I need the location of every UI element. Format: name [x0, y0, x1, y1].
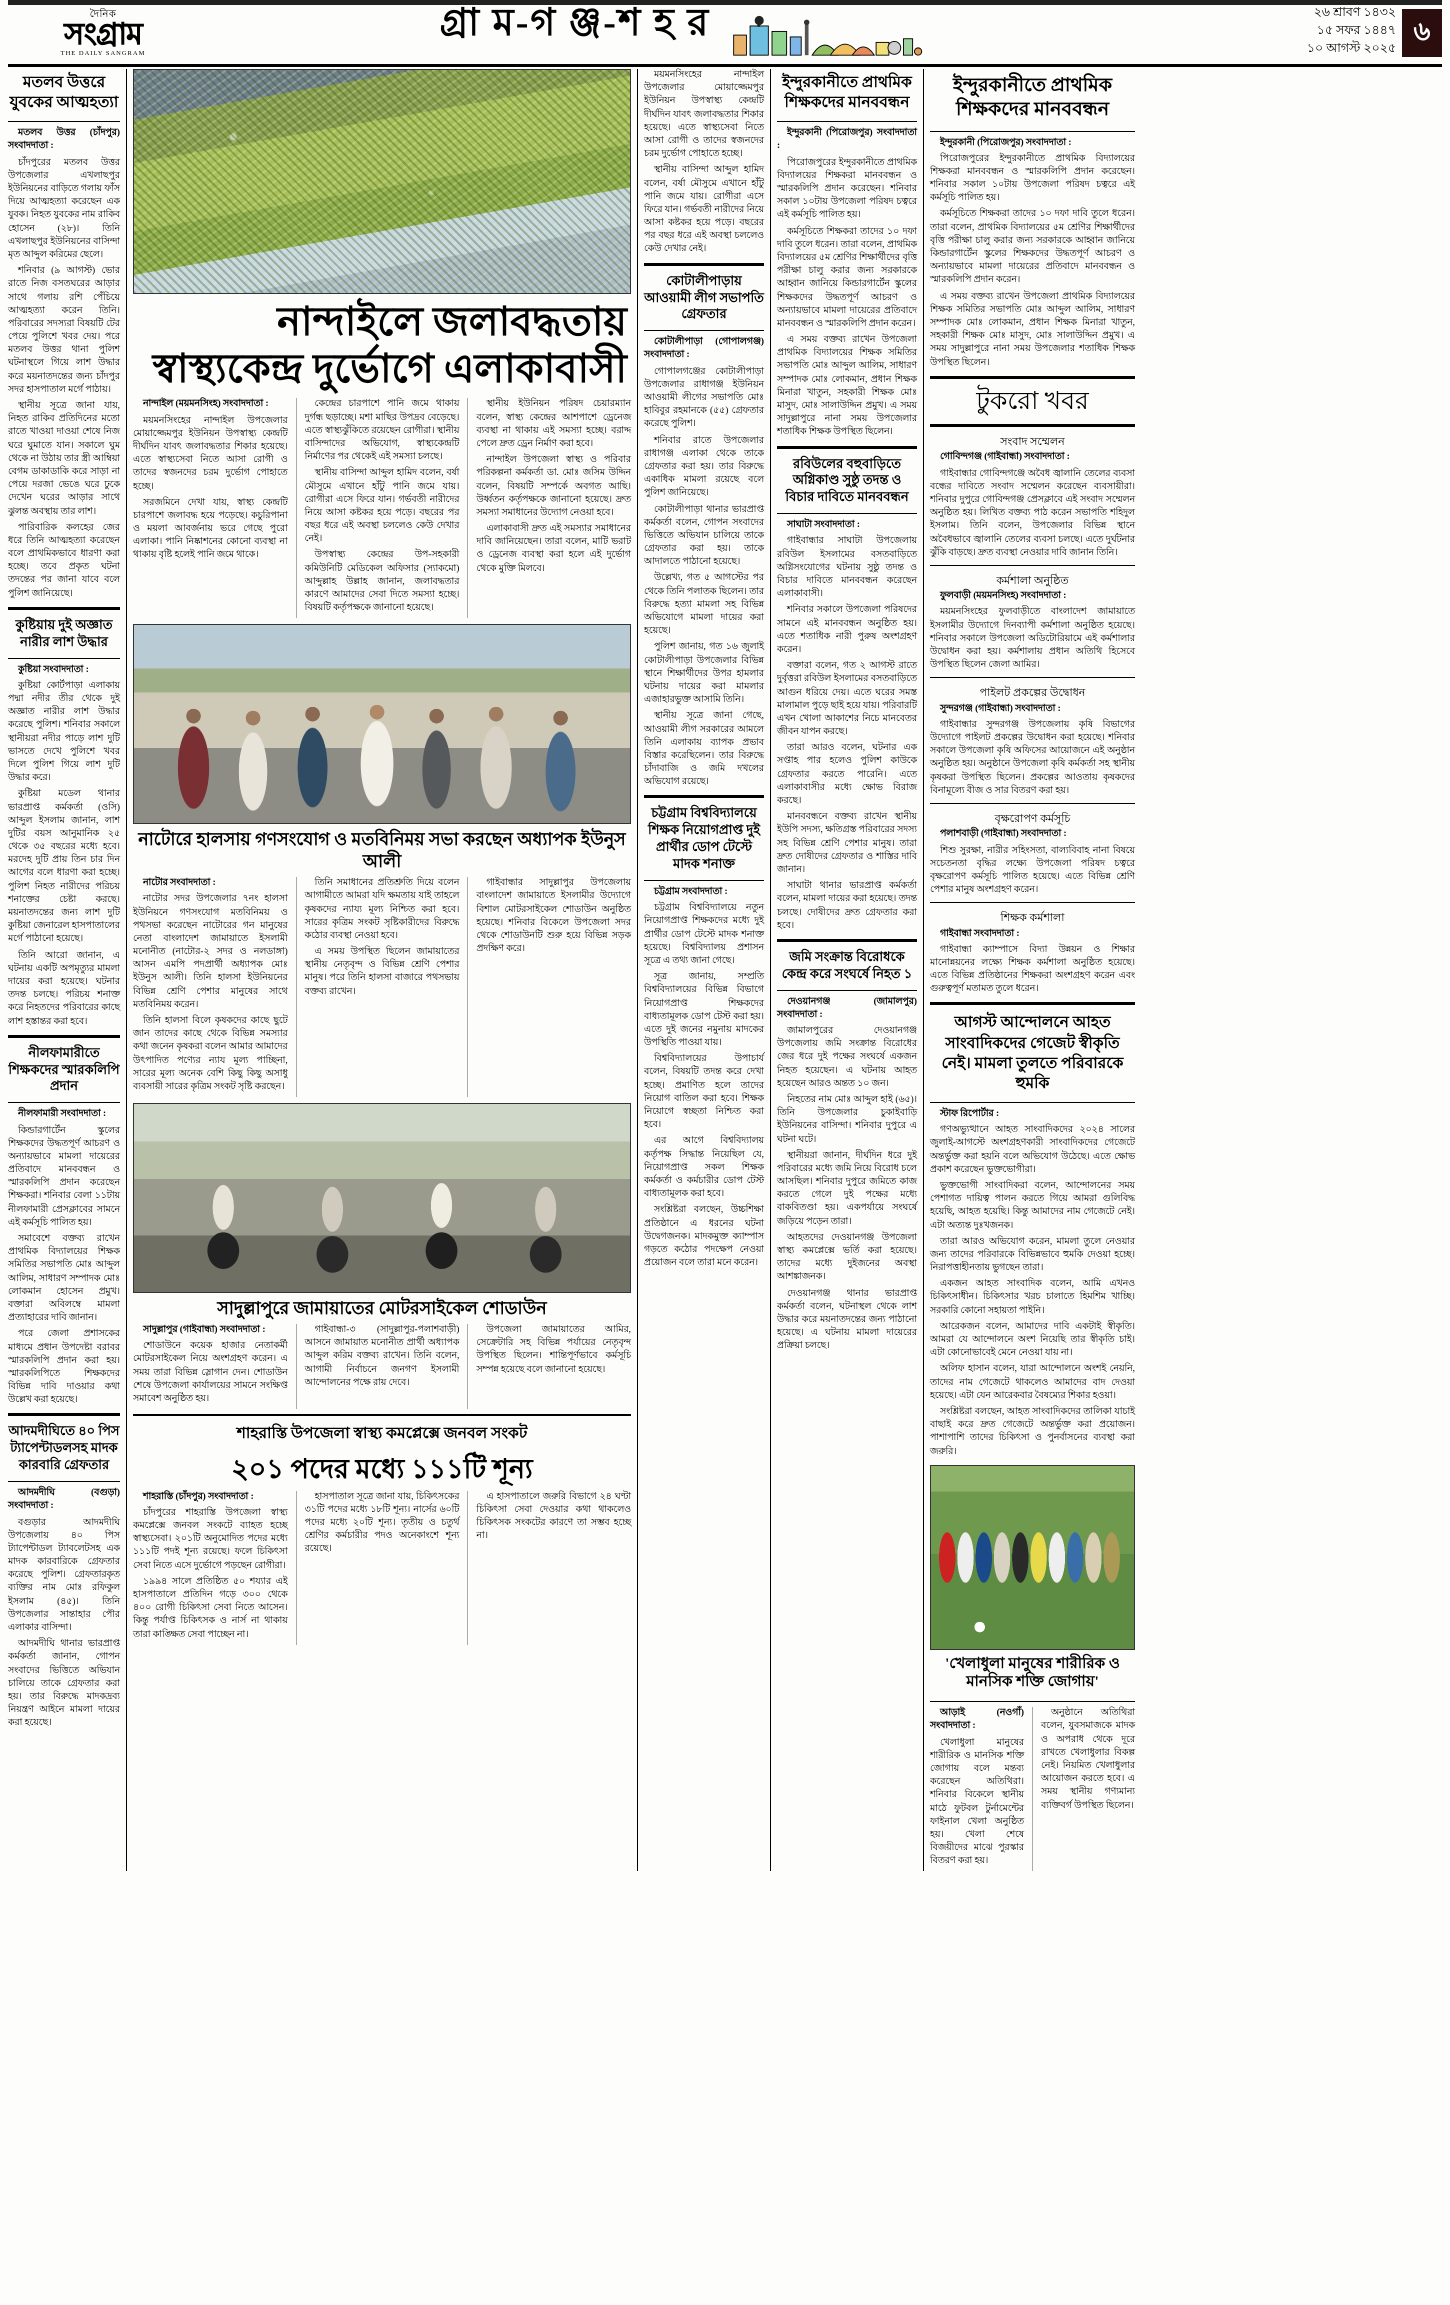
headline-land-dispute-death[interactable]: জমি সংক্রান্ত বিরোধকে কেন্দ্র করে সংঘর্ষে নিহত ১: [781, 948, 913, 981]
paragraph: পুলিশ জানায়, গত ১৬ জুলাই কোটালীপাড়া উপজেলার বিভিন্ন স্থানে শিক্ষার্থীদের উপর হামলার ঘটনায় দায়ের করা মামলার এজাহারভুক্ত আসামি তিনি।: [644, 642, 764, 706]
divider: [644, 880, 764, 881]
headline-fire-protest[interactable]: রবিউলের বহুবাড়িতে অগ্নিকাণ্ড সুষ্ঠু তদন্ত ও বিচার দাবিতে মানববন্ধন: [785, 455, 909, 505]
paragraph: ভুক্তভোগী সাংবাদিকরা বলেন, আন্দোলনের সময় পেশাগত দায়িত্ব পালন করতে গিয়ে আমরা গুলিবিদ্ধ হয়েছি, আহত হয়েছি। কিন্তু আমাদের নাম গেজেটে নেই। এটা অত্যন্ত দুঃখজনক।: [930, 1180, 1135, 1231]
paragraph: গাইবান্ধার সাঘাটা উপজেলায় রবিউল ইসলামের বসতবাড়িতে অগ্নিসংযোগের ঘটনায় সুষ্ঠু তদন্ত ও বিচার দাবিতে মানববন্ধন করেছেন এলাকাবাসী।: [777, 536, 917, 600]
dateline: ইন্দুরকানী (পিরোজপুর) সংবাদদাতা :: [940, 137, 1072, 148]
paragraph: উপজেলা জামায়াতের আমির, সেক্রেটারি সহ বিভিন্ন পর্যায়ের নেতৃবৃন্দ উপস্থিত ছিলেন। শান্তিপূর্ণভাবে কর্মসূচি সম্পন্ন হয়েছে বলে জানানো হয়েছে।: [476, 1325, 632, 1375]
paragraph: গোপালগঞ্জের কোটালীপাড়া উপজেলার রাধাগঞ্জ ইউনিয়ন আওয়ামী লীগের সভাপতি মোঃ হাবিবুর রহমানকে (৫৫) গ্রেফতার করেছে পুলিশ।: [644, 366, 764, 430]
dateline: চট্টগ্রাম সংবাদদাতা :: [654, 887, 728, 898]
paragraph: ১৯৯৪ সালে প্রতিষ্ঠিত ৫০ শয্যার এই হাসপাতালে প্রতিদিন গড়ে ৩০০ থেকে ৪০০ রোগী চিকিৎসা সেবা নিতে আসেন। কিন্তু পর্যাপ্ত চিকিৎসক ও নার্স না থাকায় তারা কাঙ্ক্ষিত সেবা পাচ্ছেন না।: [133, 1576, 288, 1640]
paragraph: একজন আহত সাংবাদিক বলেন, আমি এখনও চিকিৎসাধীন। চিকিৎসার খরচ চালাতে হিমশিম খাচ্ছি। সরকারি কোনো সহায়তা পাইনি।: [930, 1279, 1135, 1316]
paragraph: নিহতের নাম মোঃ আব্দুল হাই (৬৫)। তিনি উপজেলার চুকাইবাড়ি ইউনিয়নের বাসিন্দা। শনিবার দুপুরে এ ঘটনা ঘটে।: [777, 1094, 917, 1145]
dateline: কোটালীপাড়া (গোপালগঞ্জ) সংবাদদাতা :: [644, 337, 764, 361]
date-english: ১০ আগস্ট ২০২৫: [1306, 40, 1396, 55]
paragraph: চাঁদপুরের মতলব উত্তর উপজেলার এখলাছপুর ইউনিয়নের বাড়িতে গলায় ফাঁস দিয়ে আত্মহত্যা করেছেন এক যুবক। নিহত যুবকের নাম রাকিব হোসেন (২৮)। তিনি এখলাছপুর ইউনিয়নের বাসিন্দা মৃত আব্দুল করিমের ছেলে।: [8, 157, 120, 260]
paragraph: কেন্দ্রের চারপাশে পানি জমে থাকায় দুর্গন্ধ ছড়াচ্ছে। মশা মাছির উপদ্রব বেড়েছে। এতে স্বাস্থ্যঝুঁকিতে রয়েছেন রোগীরা। স্থানীয় বাসিন্দাদের অভিযোগ, স্বাস্থ্যকেন্দ্রটি নির্মাণের পর থেকেই এই সমস্যা চলছে।: [304, 399, 460, 463]
dateline: আদমদীঘি (বগুড়া) সংবাদদাতা :: [8, 1488, 120, 1512]
paragraph: স্থানীয় সূত্রে জানা যায়, নিহত রাকিব প্রতিদিনের মতো রাতে খাওয়া দাওয়া শেষে নিজ ঘরে ঘুমাতে যান। সকালে ঘুম থেকে না উঠায় তার স্ত্রী আম্বিয়া বেগম ডাকাডাকি করে সাড়া না পেয়ে দরজা ভেঙে ঘরে ঢুকে দেখেন ঘরের আড়ার সাথে ঝুলন্ত অবস্থায় তার লাশ।: [8, 401, 120, 517]
page-columns: [8, 69, 1442, 1871]
paragraph: সাঘাটা থানার ভারপ্রাপ্ত কর্মকর্তা বলেন, মামলা দায়ের করা হয়েছে। তদন্ত চলছে। দোষীদের দ্রুত গ্রেফতার করা হবে।: [777, 881, 917, 931]
dateline: সাদুল্লাপুর (গাইবান্ধা) সংবাদদাতা :: [143, 1325, 266, 1335]
photo-natore-gathering: [133, 624, 631, 824]
paragraph: শনিবার রাতে উপজেলার রাধাগঞ্জ এলাকা থেকে তাকে গ্রেফতার করা হয়। তার বিরুদ্ধে একাধিক মামলা রয়েছে বলে পুলিশ জানিয়েছে।: [644, 435, 764, 499]
paragraph: এর আগে বিশ্ববিদ্যালয় কর্তৃপক্ষ সিদ্ধান্ত নিয়েছিল যে, নিয়োগপ্রাপ্ত সকল শিক্ষক কর্মকর্তা ও কর্মচারীর ডোপ টেস্ট বাধ্যতামূলক করা হবে।: [644, 1136, 764, 1200]
dateline: ফুলবাড়ী (ময়মনসিংহ) সংবাদদাতা :: [940, 591, 1067, 602]
divider: [8, 658, 120, 659]
brief-head[interactable]: সংবাদ সম্মেলন: [1000, 436, 1065, 449]
headline-kotalipara-arrest[interactable]: কোটালীপাড়ায় আওয়ামী লীগ সভাপতি গ্রেফতার: [644, 272, 764, 322]
paragraph: হাসপাতাল সূত্রে জানা যায়, চিকিৎসকের ৩১টি পদের মধ্যে ১৮টি শূন্য। নার্সের ৬০টি পদের মধ্যে ২০টি শূন্য। তৃতীয় ও চতুর্থ শ্রেণির কর্মচারীর পদও অনেকাংশে শূন্য রয়েছে।: [304, 1491, 460, 1555]
dateline: শাহরাস্তি (চাঁদপুর) সংবাদদাতা :: [143, 1491, 254, 1502]
dateline: দেওয়ানগঞ্জ (জামালপুর) সংবাদদাতা :: [777, 996, 917, 1020]
dateline: মতলব উত্তর (চাঁদপুর) সংবাদদাতা :: [8, 128, 120, 152]
paragraph: এ সময় বক্তব্য রাখেন উপজেলা প্রাথমিক বিদ্যালয়ের শিক্ষক সমিতির সভাপতি মোঃ আব্দুল আলিম, সাধারণ সম্পাদক মোঃ লোকমান, প্রধান শিক্ষক মিনারা খাতুন, সহকারী শিক্ষক মোঃ মাসুদ, মোঃ সালাউদ্দিন প্রমুখ। এ সময় সাদুল্লাপুরে নানা সময় উপজেলার শতাধিক শিক্ষক উপস্থিত ছিলেন।: [930, 291, 1135, 368]
paragraph: গাইবান্ধার সাদুল্লাপুর উপজেলায় বাংলাদেশ জামায়াতে ইসলামীর উদ্যোগে বিশাল মোটরসাইকেল শোডাউন অনুষ্ঠিত হয়েছে। শনিবার বিকেলে উপজেলা সদর থেকে শোডাউনটি শুরু হয়ে বিভিন্ন সড়ক প্রদক্ষিণ করে।: [476, 878, 632, 955]
divider: [777, 446, 917, 449]
column-four: [777, 69, 917, 1871]
paragraph: কর্মসূচিতে শিক্ষকরা তাদের ১০ দফা দাবি তুলে ধরেন। তারা বলেন, প্রাথমিক বিদ্যালয়ের ৫ম শ্রেণির শিক্ষার্থীদের বৃত্তি পরীক্ষা চালু করার জন্য সরকারকে আহ্বান জানিয়ে কিন্ডারগার্টেন স্কুলের শিক্ষকদের উদ্ধতপূর্ণ আচরণ ও অন্যায়ভাবে মামলা দায়েরের প্রতিবাদে মানববন্ধন ও স্মারকলিপি প্রদান করেন।: [777, 226, 917, 329]
paragraph: কুষ্টিয়া কোর্টপাড়া এলাকায় পদ্মা নদীর তীর থেকে দুই অজ্ঞাত নারীর লাশ উদ্ধার করেছে পুলিশ। শনিবার সকালে স্থানীয়রা নদীর পাড়ে লাশ দুটি ভাসতে দেখে পুলিশে খবর দিলে পুলিশ গিয়ে লাশ দুটি উদ্ধার করে।: [8, 680, 120, 784]
headline-education-quality-meeting[interactable]: ইন্দুরকানীতে প্রাথমিক শিক্ষকদের মানববন্ধন: [782, 74, 912, 112]
dateline: পলাশবাড়ী (গাইবান্ধা) সংবাদদাতা :: [940, 829, 1067, 840]
column-right: [930, 69, 1135, 1871]
headline-adamdighi-drug-arrest[interactable]: আদমদীঘিতে ৪০ পিস ট্যাপেন্টাডলসহ মাদক কারবারি গ্রেফতার: [8, 1423, 120, 1473]
paragraph: গণঅভ্যুত্থানে আহত সাংবাদিকদের ২০২৪ সালের জুলাই-আগস্টে অংশগ্রহণকারী সাংবাদিকদের গেজেটে অন্তর্ভুক্ত করা হয়নি বলে অভিযোগ উঠেছে। এতে ক্ষোভ প্রকাশ করেছেন ভুক্তভোগীরা।: [930, 1125, 1135, 1175]
paragraph: শনিবার (৯ আগস্ট) ভোর রাতে নিজ বসতঘরের আড়ার সাথে গলায় রশি পেঁচিয়ে আত্মহত্যা করেন তিনি। পরিবারের সদস্যরা বিষয়টি টের পেয়ে পুলিশে খবর দেয়। পরে মতলব উত্তর থানা পুলিশ ঘটনাস্থলে গিয়ে লাশ উদ্ধার করে ময়নাতদন্তের জন্য চাঁদপুর সদর হাসপাতাল মর্গে পাঠায়।: [8, 266, 120, 395]
paragraph: পারিবারিক কলহের জের ধরে তিনি আত্মহত্যা করেছেন বলে প্রাথমিকভাবে ধারণা করা হচ্ছে। তবে প্রকৃত ঘটনা তদন্তের পর জানা যাবে বলে পুলিশ জানিয়েছে।: [8, 522, 120, 599]
dateline: স্টাফ রিপোর্টার :: [940, 1109, 1000, 1120]
brief-item: [930, 809, 1135, 897]
date-bangla: ২৬ শ্রাবণ ১৪৩২: [1313, 4, 1396, 19]
masthead: [8, 2, 1442, 67]
column-divider: [637, 69, 638, 1871]
dateline: সাঘাটা সংবাদদাতা :: [787, 520, 860, 531]
paragraph: চাঁদপুরের শাহরাস্তি উপজেলা স্বাস্থ্য কমপ্লেক্সে জনবল সংকটে ব্যাহত হচ্ছে স্বাস্থ্যসেবা। ২০১টি অনুমোদিত পদের মধ্যে ১১১টি পদই শূন্য রয়েছে। ফলে চিকিৎসা সেবা নিতে এসে দুর্ভোগে পড়ছেন রোগীরা।: [133, 1507, 288, 1571]
column-left: [8, 69, 120, 1871]
column-divider: [770, 69, 771, 1871]
brief-head[interactable]: শিক্ষক কর্মশালা: [1000, 912, 1065, 925]
dateline: নীলফামারী সংবাদদাতা :: [18, 1109, 107, 1120]
headline-kushtia-bodies[interactable]: কুষ্টিয়ায় দুই অজ্ঞাত নারীর লাশ উদ্ধার: [15, 616, 113, 649]
paragraph: কর্মসূচিতে শিক্ষকরা তাদের ১০ দফা দাবি তুলে ধরেন। তারা বলেন, প্রাথমিক বিদ্যালয়ের ৫ম শ্রেণির শিক্ষার্থীদের বৃত্তি পরীক্ষা চালু করার জন্য সরকারকে আহ্বান জানিয়ে কিন্ডারগার্টেন স্কুলের শিক্ষকদের উদ্ধতপূর্ণ আচরণ ও অন্যায়ভাবে মামলা দায়েরের প্রতিবাদে মানববন্ধন ও স্মারকলিপি প্রদান করেন।: [930, 209, 1135, 286]
paragraph: এ সময় বক্তব্য রাখেন উপজেলা প্রাথমিক বিদ্যালয়ের শিক্ষক সমিতির সভাপতি মোঃ আব্দুল আলিম, সাধারণ সম্পাদক মোঃ লোকমান, প্রধান শিক্ষক মিনারা খাতুন, সহকারী শিক্ষক মোঃ মাসুদ, মোঃ সালাউদ্দিন প্রমুখ। এ সময় সাদুল্লাপুরে নানা সময় উপজেলার শতাধিক শিক্ষক উপস্থিত ছিলেন।: [777, 335, 917, 438]
divider: [930, 677, 1135, 678]
divider: [8, 1481, 120, 1482]
divider: [8, 121, 120, 122]
brief-head[interactable]: কর্মশালা অনুষ্ঠিত: [996, 574, 1069, 587]
paragraph: এ সময় উপস্থিত ছিলেন জামায়াতের স্থানীয় নেতৃবৃন্দ ও বিভিন্ন শ্রেণি পেশার মানুষ। পরে তিনি হালসা বাজারে পথসভায় বক্তব্য রাখেন।: [304, 947, 460, 997]
date-hijri: ১৫ সফর ১৪৪৭: [1316, 22, 1396, 37]
divider: [930, 565, 1135, 566]
headline-cu-dope-test[interactable]: চট্টগ্রাম বিশ্ববিদ্যালয়ে শিক্ষক নিয়োগপ্রাপ্ত দুই প্রার্থীর ডোপ টেস্টে মাদক শনাক্ত: [648, 805, 760, 872]
photo-motorcycle-showdown: [133, 1103, 631, 1293]
divider: [644, 330, 764, 331]
paragraph: পিরোজপুরের ইন্দুরকানীতে প্রাথমিক বিদ্যালয়ের শিক্ষকরা মানববন্ধন ও স্মারকলিপি প্রদান করেছেন। শনিবার সকাল ১০টায় উপজেলা পরিষদ চত্বরে এই কর্মসূচি পালিত হয়।: [930, 153, 1135, 204]
brief-item: [930, 571, 1135, 672]
paragraph: বিশ্ববিদ্যালয়ের উপাচার্য বলেন, বিষয়টি তদন্ত করে দেখা হচ্ছে। প্রমাণিত হলে তাদের নিয়োগ বাতিল করা হবে। শিক্ষক নিয়োগে স্বচ্ছতা নিশ্চিত করা হবে।: [644, 1054, 764, 1131]
headline-journalists-gazette[interactable]: আগস্ট আন্দোলনে আহত সাংবাদিকদের গেজেট স্বীকৃতি নেই। মামলা তুলতে পরিবারকে হুমকি: [941, 1014, 1124, 1092]
dateline: গোবিন্দগঞ্জ (গাইবান্ধা) সংবাদদাতা :: [940, 452, 1070, 463]
column-three: [644, 69, 764, 1871]
paragraph: নাটোর সদর উপজেলার ৭নং হালসা ইউনিয়নে গণসংযোগ মতবিনিময় ও পথসভা করেছেন নাটোরের গন মানুষের নেতা বাংলাদেশ জামায়াতে ইসলামী মনোনীত (নাটোর-২ সদর ও নলডাঙ্গা) আসন এমপি পদপ্রার্থী অধ্যাপক মোঃ ইউনুস আলী। তিনি হালসা ইউনিয়নের বিভিন্ন শ্রেণি পেশার মানুষের সাথে মতবিনিময় করেন।: [133, 894, 288, 1010]
paragraph: চট্টগ্রাম বিশ্ববিদ্যালয়ে নতুন নিয়োগপ্রাপ্ত শিক্ষকদের মধ্যে দুই প্রার্থীর ডোপ টেস্টে মাদক শনাক্ত হয়েছে। বিশ্ববিদ্যালয় প্রশাসন সূত্রে এ তথ্য জানা গেছে।: [644, 903, 764, 966]
masthead-date-block: [1192, 0, 1442, 57]
paragraph: মানববন্ধনে বক্তব্য রাখেন স্থানীয় ইউপি সদস্য, ক্ষতিগ্রস্ত পরিবারের সদস্য সহ বিভিন্ন শ্রেণি পেশার মানুষ। তারা দ্রুত দোষীদের গ্রেফতার ও শাস্তির দাবি জানান।: [777, 812, 917, 875]
caption-sports-quote: 'খেলাধুলা মানুষের শারীরিক ও মানসিক শক্তি জোগায়': [945, 1655, 1120, 1691]
paragraph: ময়মনসিংহের নান্দাইল উপজেলার মোয়াজ্জেমপুর ইউনিয়ন উপস্বাস্থ্য কেন্দ্রটি দীর্ঘদিন যাবৎ জলাবদ্ধতার শিকার হয়েছে। এতে স্বাস্থ্যসেবা নিতে আসা রোগী ও তাদের স্বজনদের চরম দুর্ভোগ পোহাতে হচ্ছে।: [644, 70, 764, 160]
paragraph: আহতদের দেওয়ানগঞ্জ উপজেলা স্বাস্থ্য কমপ্লেক্সে ভর্তি করা হয়েছে। তাদের মধ্যে দুইজনের অবস্থা আশঙ্কাজনক।: [777, 1232, 917, 1283]
page-number-badge: ৬: [1402, 9, 1442, 57]
paragraph: শোডাউনে কয়েক হাজার নেতাকর্মী মোটরসাইকেল নিয়ে অংশগ্রহণ করেন। এ সময় তারা বিভিন্ন স্লোগান দেন। শোডাউন শেষে উপজেলা কার্যালয়ের সামনে সংক্ষিপ্ত সমাবেশ অনুষ্ঠিত হয়।: [133, 1341, 288, 1404]
paragraph: গাইবান্ধার সুন্দরগঞ্জ উপজেলায় কৃষি বিভাগের উদ্যোগে পাইলট প্রকল্পের উদ্বোধন করা হয়েছে। শনিবার সকালে উপজেলা কৃষি অফিসের আয়োজনে এই অনুষ্ঠান অনুষ্ঠিত হয়। অনুষ্ঠানে উপজেলা কৃষি কর্মকর্তা সহ স্থানীয় কৃষকরা উপস্থিত ছিলেন। প্রকল্পের আওতায় কৃষকদের বিনামূল্যে বীজ ও সার বিতরণ করা হয়।: [930, 719, 1135, 796]
brief-head[interactable]: বৃক্ষরোপণ কর্মসূচি: [994, 813, 1071, 826]
section-header-tukro-khobor: টুকরো খবর: [930, 376, 1135, 428]
paragraph: সংশ্লিষ্টরা বলছেন, উচ্চশিক্ষা প্রতিষ্ঠানে এ ধরনের ঘটনা উদ্বেগজনক। মাদকমুক্ত ক্যাম্পাস গড়তে কঠোর পদক্ষেপ নেওয়া প্রয়োজন বলে তারা মনে করেন।: [644, 1205, 764, 1269]
logo-english: THE DAILY SANGRAM: [60, 49, 146, 57]
photo-waterlogged-health-center: [133, 69, 631, 294]
divider: [8, 1413, 120, 1416]
caption-motorcycle-showdown: সাদুল্লাপুরে জামায়াতের মোটরসাইকেল শোডাউন: [217, 1298, 547, 1319]
headline-indurkani-teachers[interactable]: ইন্দুরকানীতে প্রাথমিক শিক্ষকদের মানববন্ধন: [952, 75, 1113, 120]
caption-natore-gathering: নাটোরে হালসায় গণসংযোগ ও মতবিনিময় সভা করছেন অধ্যাপক ইউনুস আলী: [138, 829, 626, 872]
paragraph: অলিফ হাসান বলেন, যারা আন্দোলনে অংশই নেয়নি, তাদের নাম গেজেটে থাকলেও আমাদের বাদ দেওয়া হয়েছে। এটা যেন আরেকবার বৈষম্যের শিকার হওয়া।: [930, 1364, 1135, 1401]
paragraph: স্থানীয় বাসিন্দা আব্দুল হামিদ বলেন, বর্ষা মৌসুমে এখানে হাঁটু পানি জমে যায়। রোগীরা এসে ফিরে যান। গর্ভবতী নারীদের নিয়ে আসা কষ্টকর হয়ে পড়ে। বছরের পর বছর ধরে এই অবস্থা চললেও কেউ দেখার নেই।: [644, 165, 764, 255]
paragraph: সূত্র জানায়, সম্প্রতি বিশ্ববিদ্যালয়ের বিভিন্ন বিভাগে নিয়োগপ্রাপ্ত শিক্ষকদের বাধ্যতামূলক ডোপ টেস্ট করা হয়। এতে দুই জনের নমুনায় মাদকের উপস্থিতি পাওয়া যায়।: [644, 972, 764, 1049]
paragraph: স্থানীয়রা জানান, দীর্ঘদিন ধরে দুই পরিবারের মধ্যে জমি নিয়ে বিরোধ চলে আসছিল। শনিবার দুপুরে জমিতে কাজ করতে গেলে দুই পক্ষের মধ্যে বাকবিতণ্ডা হয়। একপর্যায়ে সংঘর্ষে জড়িয়ে পড়েন তারা।: [777, 1150, 917, 1227]
paragraph: শনিবার সকালে উপজেলা পরিষদের সামনে এই মানববন্ধন অনুষ্ঠিত হয়। এতে শতাধিক নারী পুরুষ অংশগ্রহণ করেন।: [777, 605, 917, 655]
paragraph: স্থানীয় সূত্রে জানা গেছে, আওয়ামী লীগ সরকারের আমলে তিনি এলাকায় ব্যাপক প্রভাব বিস্তার করেছিলেন। তার বিরুদ্ধে চাঁদাবাজি ও জমি দখলের অভিযোগ রয়েছে।: [644, 711, 764, 788]
paragraph: খেলাধুলা মানুষের শারীরিক ও মানসিক শক্তি জোগায় বলে মন্তব্য করেছেন অতিথিরা। শনিবার বিকেলে স্থানীয় মাঠে ফুটবল টুর্নামেন্টের ফাইনাল খেলা অনুষ্ঠিত হয়। খেলা শেষে বিজয়ীদের মাঝে পুরস্কার বিতরণ করা হয়।: [930, 1737, 1024, 1867]
brief-item: [930, 683, 1135, 798]
paragraph: দেওয়ানগঞ্জ থানার ভারপ্রাপ্ত কর্মকর্তা বলেন, ঘটনাস্থল থেকে লাশ উদ্ধার করে ময়নাতদন্তের জন্য পাঠানো হয়েছে। এ ঘটনায় মামলা দায়েরের প্রক্রিয়া চলছে।: [777, 1288, 917, 1352]
dateline: নান্দাইল (ময়মনসিংহ) সংবাদদাতা :: [143, 399, 269, 410]
masthead-title-area: [198, 0, 1192, 57]
paragraph: অনুষ্ঠানে অতিথিরা বলেন, যুবসমাজকে মাদক ও অপরাধ থেকে দূরে রাখতে খেলাধুলার বিকল্প নেই। নিয়মিত খেলাধুলার আয়োজন করতে হবে। এ সময় স্থানীয় গণ্যমান্য ব্যক্তিবর্গ উপস্থিত ছিলেন।: [1041, 1708, 1135, 1811]
column-divider: [126, 69, 127, 1871]
divider: [930, 1102, 1135, 1103]
paragraph: বক্তারা বলেন, গত ২ আগস্ট রাতে দুর্বৃত্তরা রবিউল ইসলামের বসতবাড়িতে আগুন ধরিয়ে দেয়। এতে ঘরের সমস্ত মালামাল পুড়ে ছাই হয়ে যায়। পরিবারটি এখন খোলা আকাশের নিচে মানবেতর জীবন যাপন করছে।: [777, 661, 917, 738]
divider: [8, 1102, 120, 1103]
paragraph: তিনি আরো জানান, এ ঘটনায় একটি অপমৃত্যুর মামলা দায়ের করা হয়েছে। ঘটনার তদন্ত চলছে। পরিচয় শনাক্ত করে নিহতদের পরিবারের কাছে লাশ হস্তান্তর করা হবে।: [8, 950, 120, 1027]
paragraph: পিরোজপুরের ইন্দুরকানীতে প্রাথমিক বিদ্যালয়ের শিক্ষকরা মানববন্ধন ও স্মারকলিপি প্রদান করেছেন। শনিবার সকাল ১০টায় উপজেলা পরিষদ চত্বরে এই কর্মসূচি পালিত হয়।: [777, 157, 917, 221]
divider: [777, 121, 917, 122]
photo-football-prize: [930, 1465, 1135, 1650]
divider: [8, 1035, 120, 1038]
divider: [930, 1002, 1135, 1005]
headline-shahrasti-staff-shortage[interactable]: শাহরাস্তি উপজেলা স্বাস্থ্য কমপ্লেক্সে জনবল সংকট: [236, 1425, 528, 1443]
paragraph: সরজমিনে দেখা যায়, স্বাস্থ্য কেন্দ্রটি চারপাশে জলাবদ্ধ হয়ে পড়েছে। কচুরিপানা ও ময়লা আবর্জনায় ভরে গেছে পুরো এলাকা। পানি নিষ্কাশনের কোনো ব্যবস্থা না থাকায় বৃষ্টি হলেই পানি জমে থাকে।: [133, 497, 288, 561]
brief-head[interactable]: পাইলট প্রকল্পের উদ্বোধন: [979, 687, 1086, 700]
headline-nilphamari-memorandum[interactable]: নীলফামারীতে শিক্ষকদের স্মারকলিপি প্রদান: [8, 1044, 120, 1094]
paragraph: ময়মনসিংহের নান্দাইল উপজেলার মোয়াজ্জেমপুর ইউনিয়ন উপস্বাস্থ্য কেন্দ্রটি দীর্ঘদিন যাবৎ জলাবদ্ধতার শিকার হয়েছে। এতে স্বাস্থ্যসেবা নিতে আসা রোগী ও তাদের স্বজনদের চরম দুর্ভোগ পোহাতে হচ্ছে।: [133, 415, 288, 492]
divider: [8, 607, 120, 610]
headline-shahrasti-vacancy[interactable]: ২০১ পদের মধ্যে ১১১টি শূন্য: [231, 1454, 533, 1485]
paragraph: উপস্বাস্থ্য কেন্দ্রের উপ-সহকারী কমিউনিটি মেডিকেল অফিসার (স্যাকমো) আব্দুল্লাহ উল্লাহ জানান, জলাবদ্ধতার কারণে আমাদের সেবা দিতে সমস্যা হচ্ছে। বিষয়টি কর্তৃপক্ষকে জানানো হয়েছে।: [304, 550, 460, 614]
dateline: আড়াই (নওগাঁ) সংবাদদাতা :: [930, 1708, 1024, 1732]
paragraph: স্থানীয় ইউনিয়ন পরিষদ চেয়ারম্যান বলেন, স্বাস্থ্য কেন্দ্রের আশপাশে ড্রেনেজ ব্যবস্থা না থাকায় এই সমস্যা হচ্ছে। বরাদ্দ পেলে দ্রুত ড্রেন নির্মাণ করা হবে।: [476, 399, 632, 449]
paragraph: উল্লেখ্য, গত ৫ আগস্টের পর থেকে তিনি পলাতক ছিলেন। তার বিরুদ্ধে হত্যা মামলা সহ বিভিন্ন অভিযোগে মামলা দায়ের করা হয়েছে।: [644, 573, 764, 637]
lead-headline[interactable]: নান্দাইলে জলাবদ্ধতায় স্বাস্থ্যকেন্দ্র দুর্ভোগে এলাকাবাসী: [152, 299, 627, 392]
logo-title: সংগ্রাম: [64, 17, 142, 51]
divider: [644, 263, 764, 266]
divider: [930, 902, 1135, 903]
paragraph: সংশ্লিষ্টরা বলছেন, আহত সাংবাদিকদের তালিকা যাচাই বাছাই করে দ্রুত গেজেটে অন্তর্ভুক্ত করা প্রয়োজন। পাশাপাশি তাদের চিকিৎসা ও পুনর্বাসনের ব্যবস্থা করা জরুরি।: [930, 1406, 1135, 1457]
paragraph: গাইবান্ধা-৩ (সাদুল্লাপুর-পলাশবাড়ী) আসনে জামায়াত মনোনীত প্রার্থী অধ্যাপক আব্দুল করিম বক্তব্য রাখেন। তিনি বলেন, আগামী নির্বাচনে জনগণ ইসলামী আন্দোলনের পক্ষে রায় দেবে।: [304, 1325, 460, 1388]
paragraph: জামালপুরের দেওয়ানগঞ্জ উপজেলায় জমি সংক্রান্ত বিরোধের জের ধরে দুই পক্ষের সংঘর্ষে একজন নিহত হয়েছেন। এ ঘটনায় আহত হয়েছেন আরও অন্তত ১০ জন।: [777, 1026, 917, 1089]
paragraph: পরে জেলা প্রশাসকের মাধ্যমে প্রধান উপদেষ্টা বরাবর স্মারকলিপি প্রদান করা হয়। স্মারকলিপিতে শিক্ষকদের বিভিন্ন দাবি দাওয়ার কথা উল্লেখ করা হয়েছে।: [8, 1329, 120, 1406]
dateline: কুষ্টিয়া সংবাদদাতা :: [18, 664, 89, 675]
divider: [777, 990, 917, 991]
paragraph: এলাকাবাসী দ্রুত এই সমস্যার সমাধানের দাবি জানিয়েছেন। তারা বলেন, মাটি ভরাট ও ড্রেনেজ ব্যবস্থা করা হলে এই দুর্ভোগ থেকে মুক্তি মিলবে।: [476, 524, 632, 574]
divider: [930, 1701, 1135, 1702]
divider: [644, 795, 764, 798]
paragraph: শিশু সুরক্ষা, নারীর সহিংসতা, বাল্যবিবাহ নানা বিষয়ে সচেতনতা বৃদ্ধির লক্ষ্যে উপজেলা পরিষদ চত্বরে বৃক্ষরোপণ কর্মসূচি পালিত হয়েছে। এতে বিভিন্ন শ্রেণি পেশার মানুষ অংশগ্রহণ করেন।: [930, 845, 1135, 896]
divider: [930, 803, 1135, 804]
logo-kicker: দৈনিক: [89, 8, 117, 20]
paragraph: তারা আরও বলেন, ঘটনার এক সপ্তাহ পার হলেও পুলিশ কাউকে গ্রেফতার করতে পারেনি। এতে এলাকাবাসীর মধ্যে ক্ষোভ বিরাজ করছে।: [777, 743, 917, 807]
paragraph: তিনি হালসা বিলে কৃষকদের কাছে ছুটে জান তাদের কাছে থেকে বিভিন্ন সমস্যার কথা জনেন কৃষকরা বলেন আমার আমাদের উৎপাদিত পণ্যের ন্যায মূল্য পাচ্ছিনা, সারের মূল্য অনেক বেশি কিছু কিছু অসাধু ব্যবসায়ী সারের কৃত্রিম সংকট সৃষ্টি করছেন।: [133, 1016, 288, 1092]
paragraph: নান্দাইল উপজেলা স্বাস্থ্য ও পরিবার পরিকল্পনা কর্মকর্তা ডা. মোঃ জসিম উদ্দিন বলেন, বিষয়টি সম্পর্কে অবগত আছি। উর্ধ্বতন কর্তৃপক্ষকে জানানো হয়েছে। দ্রুত সমস্যা সমাধানের উদ্যোগ নেওয়া হবে।: [476, 455, 632, 518]
paragraph: কোটালীপাড়া থানার ভারপ্রাপ্ত কর্মকর্তা বলেন, গোপন সংবাদের ভিত্তিতে অভিযান চালিয়ে তাকে গ্রেফতার করা হয়। তাকে আদালতে পাঠানো হয়েছে।: [644, 504, 764, 568]
paragraph: আরেকজন বলেন, আমাদের দাবি একটাই স্বীকৃতি। আমরা যে আন্দোলনে অংশ নিয়েছি তার স্বীকৃতি চাই। এটা কোনোভাবেই মেনে নেওয়া যায় না।: [930, 1321, 1135, 1359]
dateline: সুন্দরগঞ্জ (গাইবান্ধা) সংবাদদাতা :: [940, 703, 1061, 714]
paragraph: এ হাসপাতালে জরুরি বিভাগে ২৪ ঘণ্টা চিকিৎসা সেবা দেওয়ার কথা থাকলেও চিকিৎসক সংকটের কারণে তা সম্ভব হচ্ছে না।: [476, 1491, 632, 1542]
dateline: গাইবান্ধা সংবাদদাতা :: [940, 928, 1020, 939]
newspaper-logo[interactable]: [8, 10, 198, 58]
paragraph: গাইবান্ধার গোবিন্দগঞ্জে অবৈধ জ্বালানি তেলের ব্যবসা বন্ধের দাবিতে সংবাদ সম্মেলন করেছেন ব্যবসায়ীরা। শনিবার দুপুরে গোবিন্দগঞ্জ প্রেসক্লাবে এই সংবাদ সম্মেলন অনুষ্ঠিত হয়। লিখিত বক্তব্য পাঠ করেন সভাপতি শহিদুল ইসলাম। তিনি বলেন, উপজেলার বিভিন্ন স্থানে অবৈধভাবে জ্বালানি তেলের ব্যবসা চলছে। এতে দুর্ঘটনার ঝুঁকি বাড়ছে। দ্রুত ব্যবস্থা নেওয়ার দাবি জানান তিনি।: [930, 468, 1135, 558]
paragraph: বগুড়ার আদমদীঘি উপজেলায় ৪০ পিস ট্যাপেন্টাডল ট্যাবলেটসহ এক মাদক কারবারিকে গ্রেফতার করেছে পুলিশ। গ্রেফতারকৃত ব্যক্তির নাম মোঃ রফিকুল ইসলাম (৪৫)। তিনি উপজেলার সান্তাহার পৌর এলাকার বাসিন্দা।: [8, 1517, 120, 1634]
divider: [777, 939, 917, 942]
paragraph: তিনি সমাধানের প্রতিশ্রুতি দিয়ে বলেন আগামীতে আমরা যদি ক্ষমতায় যাই তাহলে কৃষকদের ন্যায্য মূল্য নিশ্চিত করা হবে। সারের কৃত্রিম সংকট সৃষ্টিকারীদের বিরুদ্ধে কঠোর ব্যবস্থা নেওয়া হবে।: [304, 878, 460, 941]
section-title: গ্রা ম-গ ঞ্জ-শ হ র: [439, 2, 711, 44]
brief-item: [930, 432, 1135, 560]
divider: [133, 1414, 631, 1416]
paragraph: সমাবেশে বক্তব্য রাখেন প্রাথমিক বিদ্যালয়ের শিক্ষক সমিতির সভাপতি মোঃ আব্দুল আলিম, সাধারণ সম্পাদক মোঃ লোকমান হোসেন প্রমুখ। বক্তারা অবিলম্বে মামলা প্রত্যাহারের দাবি জানান।: [8, 1234, 120, 1324]
divider: [777, 513, 917, 514]
paragraph: গাইবান্ধা ক্যাম্পাসে বিদ্যা উন্নয়ন ও শিক্ষার মানোন্নয়নের লক্ষ্যে শিক্ষক কর্মশালা অনুষ্ঠিত হয়েছে। এতে বিভিন্ন প্রতিষ্ঠানের শিক্ষকরা অংশগ্রহণ করেন এবং গুরুত্বপূর্ণ মতামত তুলে ধরেন।: [930, 944, 1135, 995]
column-lead: [133, 69, 631, 1871]
brief-item: [930, 908, 1135, 996]
paragraph: আদমদীঘি থানার ভারপ্রাপ্ত কর্মকর্তা জানান, গোপন সংবাদের ভিত্তিতে অভিযান চালিয়ে তাকে গ্রেফতার করা হয়। তার বিরুদ্ধে মাদকদ্রব্য নিয়ন্ত্রণ আইনে মামলা দায়ের করা হয়েছে।: [8, 1639, 120, 1729]
paragraph: স্থানীয় বাসিন্দা আব্দুল হামিদ বলেন, বর্ষা মৌসুমে এখানে হাঁটু পানি জমে যায়। রোগীরা এসে ফিরে যান। গর্ভবতী নারীদের নিয়ে আসা কষ্টকর হয়ে পড়ে। বছরের পর বছর ধরে এই অবস্থা চললেও কেউ দেখার নেই।: [304, 468, 460, 545]
dateline: ইন্দুরকানী (পিরোজপুর) সংবাদদাতা :: [777, 128, 917, 152]
divider: [930, 131, 1135, 132]
dateline: নাটোর সংবাদদাতা :: [143, 878, 216, 889]
paragraph: তারা আরও অভিযোগ করেন, মামলা তুলে নেওয়ার জন্য তাদের পরিবারকে বিভিন্নভাবে হুমকি দেওয়া হচ্ছে। নিরাপত্তাহীনতায় ভুগছেন তারা।: [930, 1236, 1135, 1274]
skyline-illustration: [720, 15, 950, 57]
column-divider: [923, 69, 924, 1871]
paragraph: কুষ্টিয়া মডেল থানার ভারপ্রাপ্ত কর্মকর্তা (ওসি) আব্দুল ইসলাম জানান, লাশ দুটির বয়স আনুমানিক ২৫ থেকে ৩৫ বছরের মধ্যে হবে। মরদেহ দুটি প্রায় তিন চার দিন আগের বলে ধারণা করা হচ্ছে। পুলিশ নিহত নারীদের পরিচয় শনাক্তের চেষ্টা করছে। ময়নাতদন্তের জন্য লাশ দুটি কুষ্টিয়া জেনারেল হাসপাতালের মর্গে পাঠানো হয়েছে।: [8, 789, 120, 945]
paragraph: কিন্ডারগার্টেন স্কুলের শিক্ষকদের উদ্ধতপূর্ণ আচরণ ও অন্যায়ভাবে মামলা দায়েরের প্রতিবাদে মানববন্ধন ও স্মারকলিপি প্রদান করেছেন শিক্ষকরা। শনিবার বেলা ১১টায় নীলফামারী প্রেসক্লাবের সামনে এই কর্মসূচি পালিত হয়।: [8, 1125, 120, 1228]
paragraph: ময়মনসিংহের ফুলবাড়ীতে বাংলাদেশ জামায়াতে ইসলামীর উদ্যোগে দিনব্যাপী কর্মশালা অনুষ্ঠিত হয়েছে। শনিবার সকালে উপজেলা অডিটোরিয়ামে এই কর্মশালার উদ্বোধন করা হয়। কর্মশালায় প্রধান অতিথি হিসেবে উপস্থিত ছিলেন জেলা আমির।: [930, 607, 1135, 671]
headline-matlab-suicide[interactable]: মতলব উত্তরে যুবকের আত্মহত্যা: [9, 74, 119, 112]
